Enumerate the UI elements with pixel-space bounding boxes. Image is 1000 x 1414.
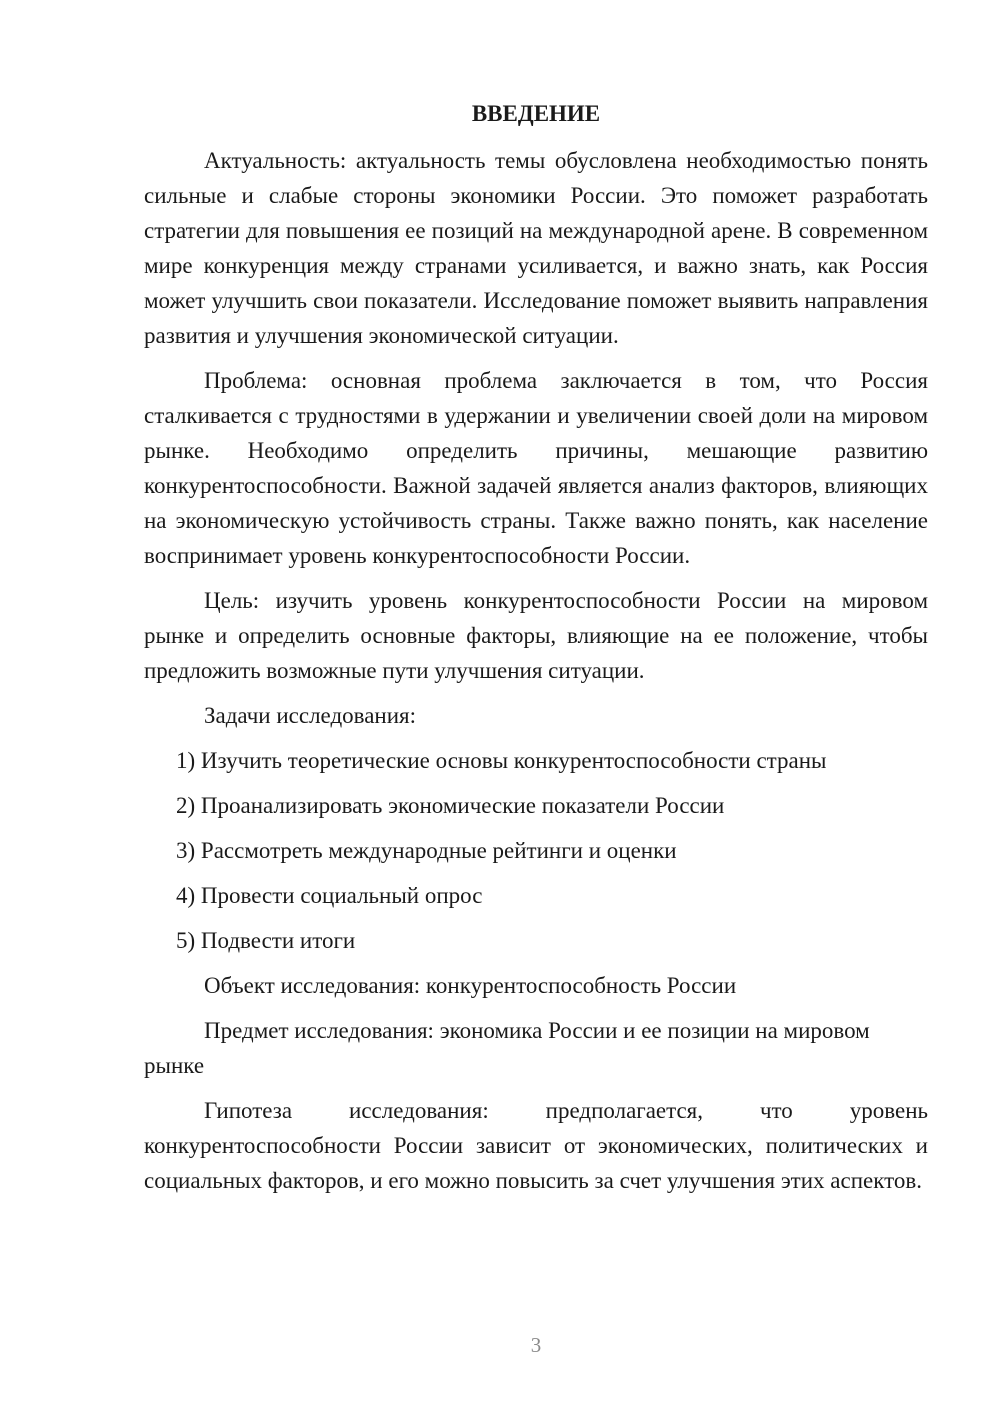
paragraph-problem: Проблема: основная проблема заключается в том, что Россия сталкивается с трудностями в удержании и увеличении своей доли на мировом рынке. Необходимо определить причины, мешающие развитию конкурентоспособности. Важной задачей является анализ факторов, влияющих на экономическую устойчивость страны. Также важно понять, как население воспринимает уровень конкурентоспособности России. <box>144 368 928 568</box>
tasks-heading: Задачи исследования: <box>204 703 417 728</box>
list-item: 3) Рассмотреть международные рейтинги и оценки <box>176 838 677 863</box>
paragraph-goal: Цель: изучить уровень конкурентоспособности России на мировом рынке и определить основные факторы, влияющие на ее положение, чтобы предложить возможные пути улучшения ситуации. <box>144 588 928 683</box>
list-item: 5) Подвести итоги <box>176 928 356 953</box>
list-item: 4) Провести социальный опрос <box>176 883 483 908</box>
section-title: ВВЕДЕНИЕ <box>471 101 601 126</box>
paragraph-object: Объект исследования: конкурентоспособность России <box>204 973 737 998</box>
page-number: 3 <box>530 1333 542 1357</box>
list-item: 1) Изучить теоретические основы конкурентоспособности страны <box>176 748 827 773</box>
paragraph-hypothesis: Гипотеза исследования: предполагается, что уровень конкурентоспособности России зависит от экономических, политических и социальных факторов, и его можно повысить за счет улучшения этих аспектов. <box>144 1098 928 1193</box>
paragraph-relevance: Актуальность: актуальность темы обусловлена необходимостью понять сильные и слабые стороны экономики России. Это поможет разработать стратегии для повышения ее позиций на международной арене. В современном мире конкуренция между странами усиливается, и важно знать, как Россия может улучшить свои показатели. Исследование поможет выявить направления развития и улучшения экономической ситуации. <box>144 148 928 348</box>
list-item: 2) Проанализировать экономические показатели России <box>176 793 725 818</box>
paragraph-subject: Предмет исследования: экономика России и ее позиции на мировом рынке <box>144 1018 870 1078</box>
tasks-list <box>144 743 928 958</box>
page-content <box>144 96 928 1208</box>
